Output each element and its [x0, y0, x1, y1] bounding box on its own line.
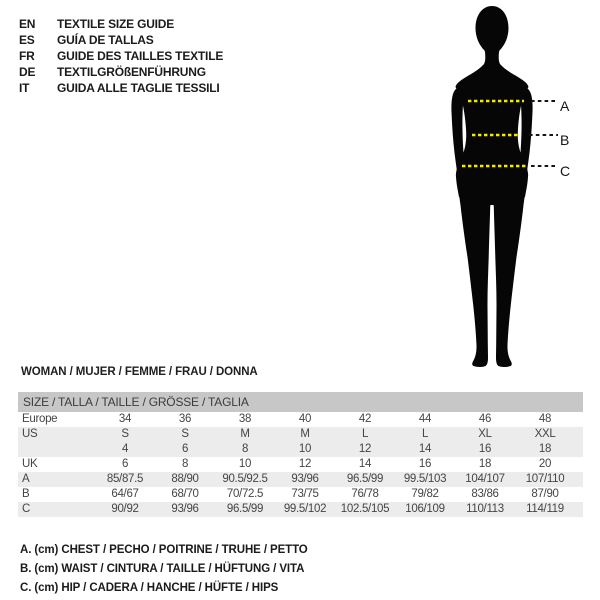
size-cell: 36 — [178, 413, 192, 425]
row-label: Europe — [22, 413, 58, 425]
size-cell: 90.5/92.5 — [222, 473, 268, 485]
size-cell: 8 — [241, 443, 249, 455]
size-table — [18, 392, 583, 517]
size-cell: 14 — [418, 443, 432, 455]
guide-title: GUIDE DES TAILLES TEXTILE — [57, 49, 224, 63]
size-cell: XXL — [534, 428, 556, 440]
size-cell: 93/96 — [291, 473, 319, 485]
size-cell: 114/119 — [526, 503, 564, 515]
table-row — [18, 427, 583, 442]
language-code: FR — [19, 49, 35, 63]
size-cell: 85/87.5 — [106, 473, 144, 485]
language-code: ES — [19, 33, 35, 47]
size-cell: 14 — [358, 458, 372, 470]
size-cell: 83/86 — [471, 488, 499, 500]
row-label: B — [22, 488, 30, 500]
guide-title: TEXTILGRÖßENFÜHRUNG — [57, 65, 206, 79]
gender-heading: WOMAN / MUJER / FEMME / FRAU / DONNA — [21, 366, 258, 378]
guide-title: GUIDA ALLE TAGLIE TESSILI — [57, 81, 220, 95]
body-silhouette-figure — [415, 5, 600, 370]
size-cell: 104/107 — [465, 473, 505, 485]
size-cell: 64/67 — [111, 488, 139, 500]
table-row — [18, 412, 583, 427]
size-cell: 20 — [538, 458, 552, 470]
table-row — [18, 472, 583, 487]
size-cell: 16 — [418, 458, 432, 470]
size-cell: 87/90 — [531, 488, 559, 500]
measure-letter-a: A — [560, 98, 570, 114]
size-cell: 79/82 — [411, 488, 439, 500]
woman-silhouette-graphic — [415, 5, 575, 370]
legend-line: B. (cm) WAIST / CINTURA / TAILLE / HÜFTUNG / VITA — [20, 563, 305, 575]
size-cell: 42 — [358, 413, 372, 425]
size-cell: 88/90 — [171, 473, 199, 485]
row-label — [18, 442, 95, 457]
language-row — [19, 64, 223, 80]
size-cell: 99.5/103 — [403, 473, 447, 485]
legend-line: A. (cm) CHEST / PECHO / POITRINE / TRUHE / PETTO — [20, 544, 308, 556]
size-cell: 12 — [358, 443, 372, 455]
row-label: C — [22, 503, 31, 515]
woman-silhouette — [451, 6, 532, 367]
size-cell: 40 — [298, 413, 312, 425]
size-cell: 12 — [298, 458, 312, 470]
size-cell: 44 — [418, 413, 432, 425]
size-cell: 110/113 — [466, 503, 504, 515]
size-cell: 10 — [298, 443, 312, 455]
row-label: US — [22, 428, 38, 440]
size-cell: M — [300, 428, 310, 440]
size-cell: 99.5/102 — [283, 503, 327, 515]
row-label: A — [22, 473, 30, 485]
size-cell: 6 — [121, 458, 129, 470]
size-cell: 8 — [181, 458, 189, 470]
language-row — [19, 48, 223, 64]
size-cell: 106/109 — [405, 503, 445, 515]
size-cell: 73/75 — [291, 488, 319, 500]
guide-title: GUÍA DE TALLAS — [57, 33, 154, 47]
size-cell: 18 — [478, 458, 492, 470]
size-cell: 16 — [478, 443, 492, 455]
language-title-list — [19, 16, 223, 96]
size-cell: 102.5/105 — [340, 503, 390, 515]
size-cell: S — [121, 428, 129, 440]
table-row — [18, 442, 583, 457]
legend-line: C. (cm) HIP / CADERA / HANCHE / HÜFTE / HIPS — [20, 582, 279, 594]
size-cell: 46 — [478, 413, 492, 425]
size-cell: 10 — [238, 458, 252, 470]
size-cell: 18 — [538, 443, 552, 455]
row-label: UK — [22, 458, 38, 470]
size-table-body — [18, 412, 583, 517]
size-cell: 48 — [538, 413, 552, 425]
size-cell: 76/78 — [351, 488, 379, 500]
size-cell: L — [421, 428, 429, 440]
size-cell: 107/110 — [525, 473, 565, 485]
guide-title: TEXTILE SIZE GUIDE — [57, 17, 175, 31]
size-cell: 68/70 — [171, 488, 199, 500]
size-cell: S — [181, 428, 189, 440]
size-cell: 70/72.5 — [226, 488, 264, 500]
size-cell: M — [240, 428, 250, 440]
size-cell: 6 — [181, 443, 189, 455]
size-cell: L — [361, 428, 369, 440]
size-cell: 96.5/99 — [226, 503, 264, 515]
size-cell: 34 — [118, 413, 132, 425]
size-cell: 90/92 — [111, 503, 139, 515]
table-row — [18, 457, 583, 472]
measure-legend — [20, 541, 308, 598]
language-code: IT — [19, 81, 30, 95]
measure-letter-b: B — [560, 132, 570, 148]
table-row — [18, 487, 583, 502]
language-row — [19, 16, 223, 32]
language-row — [19, 80, 223, 96]
language-code: DE — [19, 65, 36, 79]
size-cell: 93/96 — [171, 503, 199, 515]
size-cell: 4 — [121, 443, 129, 455]
size-cell: 38 — [238, 413, 252, 425]
size-table-header: SIZE / TALLA / TAILLE / GRÖSSE / TAGLIA — [18, 392, 583, 412]
language-code: EN — [19, 17, 36, 31]
table-row — [18, 502, 583, 517]
language-row — [19, 32, 223, 48]
size-cell: XL — [478, 428, 492, 440]
measure-letter-c: C — [560, 163, 571, 179]
size-cell: 96.5/99 — [346, 473, 384, 485]
